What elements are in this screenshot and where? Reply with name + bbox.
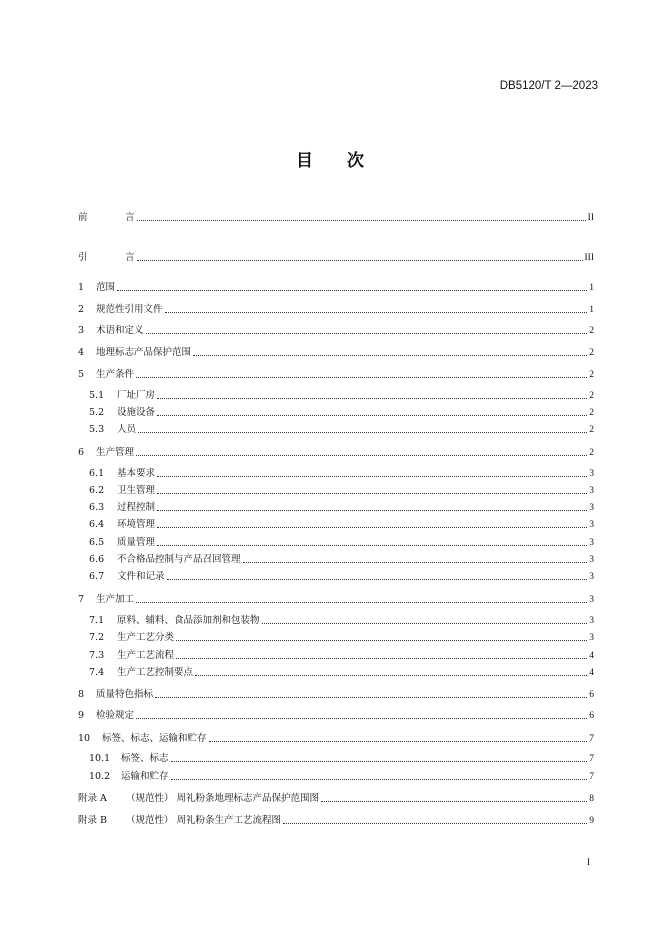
- toc-entry-number: 5.3: [89, 424, 105, 435]
- toc-entry[interactable]: [78, 813, 594, 827]
- toc-entry-number: 7.4: [89, 667, 105, 678]
- toc-leader-dots: [137, 259, 583, 261]
- toc-entry-number: 6.5: [89, 537, 105, 548]
- toc-leader-dots: [195, 674, 587, 676]
- toc-entry-page: 3: [589, 595, 594, 605]
- toc-entry-page: 6: [589, 690, 594, 700]
- toc-entry[interactable]: [89, 569, 594, 583]
- toc-leader-dots: [136, 454, 587, 456]
- toc-leader-dots: [157, 544, 587, 546]
- toc-leader-dots: [167, 578, 588, 580]
- toc-leader-dots: [171, 760, 588, 762]
- toc-entry-label: 基本要求: [117, 468, 156, 479]
- toc-entry-page: 7: [589, 734, 594, 744]
- toc-entry-number: 8: [78, 689, 85, 700]
- toc-entry[interactable]: [78, 445, 594, 459]
- toc-entry-page: 2: [589, 391, 594, 401]
- toc-entry-label: （规范性） 周礼粉条生产工艺流程图: [126, 815, 282, 826]
- toc-entry-page: 4: [589, 651, 594, 661]
- toc-entry-label: 原料、辅料、食品添加剂和包装物: [117, 615, 260, 626]
- toc-leader-dots: [157, 475, 587, 477]
- toc-entry[interactable]: [78, 302, 594, 316]
- toc-entry-label: 文件和记录: [117, 571, 165, 582]
- toc-entry-number: 10.1: [89, 753, 111, 764]
- toc-leader-dots: [137, 219, 586, 221]
- toc-entry[interactable]: [78, 280, 594, 294]
- toc-entry[interactable]: [78, 592, 594, 606]
- document-code: DB5120/T 2—2023: [499, 80, 598, 92]
- toc-entry-number: 1: [78, 282, 85, 293]
- toc-entry-label: 标签、标志、运输和贮存: [102, 733, 207, 744]
- toc-entry-label: 生产工艺流程: [117, 650, 175, 661]
- toc-entry-page: 2: [589, 348, 594, 358]
- toc-entry-label: 质量管理: [117, 537, 156, 548]
- toc-entry-page: 8: [589, 794, 594, 804]
- toc-entry-page: 2: [589, 448, 594, 458]
- toc-entry-label: 质量特色指标: [96, 689, 154, 700]
- toc-entry[interactable]: [89, 769, 594, 783]
- toc-entry-page: 9: [589, 816, 594, 826]
- toc-entry-label: 规范性引用文件: [96, 304, 163, 315]
- toc-entry[interactable]: [89, 630, 594, 644]
- toc-leader-dots: [157, 509, 587, 511]
- toc-entry[interactable]: [89, 613, 594, 627]
- toc-leader-dots: [262, 622, 588, 624]
- toc-entry-label: （规范性） 周礼粉条地理标志产品保护范围图: [126, 793, 320, 804]
- toc-entry-label: 范围: [96, 282, 116, 293]
- toc-entry-page: II: [587, 213, 594, 223]
- toc-leader-dots: [136, 717, 587, 719]
- toc-entry-label: 设施设备: [117, 407, 156, 418]
- toc-entry-page: 4: [589, 668, 594, 678]
- toc-entry-label: 运输和贮存: [121, 771, 169, 782]
- toc-entry[interactable]: [89, 483, 594, 497]
- toc-entry[interactable]: [78, 687, 594, 701]
- toc-entry-number: 5.1: [89, 390, 105, 401]
- toc-leader-dots: [176, 639, 587, 641]
- toc-entry-label: 环境管理: [117, 519, 156, 530]
- toc-entry[interactable]: [89, 388, 594, 402]
- toc-leader-dots: [136, 376, 587, 378]
- toc-entry[interactable]: [89, 517, 594, 531]
- page-title: [0, 146, 662, 171]
- toc-entry-label: 言: [125, 252, 135, 263]
- toc-entry-number: 前: [78, 212, 88, 223]
- toc-leader-dots: [155, 696, 587, 698]
- toc-leader-dots: [283, 822, 587, 824]
- toc-leader-dots: [165, 311, 588, 313]
- toc-entry-number: 6.3: [89, 502, 105, 513]
- toc-entry-label: 检验规定: [96, 710, 135, 721]
- toc-entry-label: 卫生管理: [117, 485, 156, 496]
- toc-entry-page: 7: [589, 754, 594, 764]
- toc-entry-page: 3: [589, 616, 594, 626]
- toc-entry-page: 3: [589, 486, 594, 496]
- toc-entry-number: 5.2: [89, 407, 105, 418]
- toc-entry-number: 4: [78, 347, 85, 358]
- toc-leader-dots: [171, 778, 588, 780]
- toc-entry[interactable]: [89, 500, 594, 514]
- toc-leader-dots: [157, 414, 587, 416]
- toc-leader-dots: [138, 431, 587, 433]
- toc-leader-dots: [243, 561, 588, 563]
- toc-entry-label: 厂址厂房: [117, 390, 156, 401]
- toc-entry-page: 1: [589, 283, 594, 293]
- toc-entry[interactable]: [89, 665, 594, 679]
- toc-entry-page: 3: [589, 572, 594, 582]
- toc-entry[interactable]: [89, 535, 594, 549]
- toc-entry-number: 7: [78, 594, 85, 605]
- toc-entry-number: 7.2: [89, 632, 105, 643]
- toc-entry[interactable]: [89, 552, 594, 566]
- toc-entry[interactable]: [78, 708, 594, 722]
- toc-entry-number: 附录 A: [78, 793, 107, 804]
- toc-entry-number: 10: [78, 733, 91, 744]
- toc-entry-number: 6.1: [89, 468, 105, 479]
- toc-entry-label: 生产加工: [96, 594, 135, 605]
- toc-entry-number: 6.6: [89, 554, 105, 565]
- toc-entry-number: 6.2: [89, 485, 105, 496]
- toc-entry[interactable]: [89, 422, 594, 436]
- toc-entry-number: 附录 B: [78, 815, 108, 826]
- toc-entry-label: 生产条件: [96, 369, 135, 380]
- toc-entry-label: 生产工艺控制要点: [117, 667, 194, 678]
- toc-entry-number: 6: [78, 447, 85, 458]
- toc-leader-dots: [146, 332, 588, 334]
- toc-entry-page: 3: [589, 469, 594, 479]
- toc-entry-label: 地理标志产品保护范围: [96, 347, 192, 358]
- toc-entry-label: 生产管理: [96, 447, 135, 458]
- toc-leader-dots: [157, 397, 587, 399]
- toc-entry[interactable]: [78, 345, 594, 359]
- toc-entry[interactable]: [78, 367, 594, 381]
- toc-entry-page: 3: [589, 503, 594, 513]
- toc-entry-number: 5: [78, 369, 85, 380]
- toc-entry-page: 1: [589, 305, 594, 315]
- toc-leader-dots: [321, 800, 587, 802]
- page-number: I: [586, 858, 590, 868]
- toc-entry-label: 生产工艺分类: [117, 632, 175, 643]
- toc-entry-page: 3: [589, 633, 594, 643]
- toc-entry-label: 过程控制: [117, 502, 156, 513]
- toc-leader-dots: [157, 492, 587, 494]
- toc-entry-page: 3: [589, 555, 594, 565]
- toc-entry-number: 2: [78, 304, 85, 315]
- toc-leader-dots: [209, 740, 588, 742]
- toc-entry-page: 7: [589, 772, 594, 782]
- toc-entry[interactable]: [78, 731, 594, 745]
- toc-entry[interactable]: [78, 210, 594, 224]
- toc-entry[interactable]: [89, 466, 594, 480]
- toc-entry-number: 引: [78, 252, 88, 263]
- toc-entry-label: 人员: [117, 424, 137, 435]
- toc-entry-page: III: [584, 253, 594, 263]
- toc-leader-dots: [193, 354, 587, 356]
- toc-entry-number: 9: [78, 710, 85, 721]
- toc-leader-dots: [117, 289, 587, 291]
- toc-entry[interactable]: [89, 751, 594, 765]
- toc-entry[interactable]: [89, 405, 594, 419]
- toc-entry-number: 3: [78, 325, 85, 336]
- toc-entry-number: 7.3: [89, 650, 105, 661]
- toc-entry-page: 2: [589, 408, 594, 418]
- toc-leader-dots: [176, 657, 587, 659]
- title-char-1: 目: [296, 151, 315, 171]
- toc-entry-label: 不合格品控制与产品召回管理: [117, 554, 241, 565]
- toc-entry-number: 7.1: [89, 615, 105, 626]
- toc-leader-dots: [157, 526, 587, 528]
- toc-entry-page: 2: [589, 326, 594, 336]
- toc-leader-dots: [136, 601, 587, 603]
- toc-entry-page: 2: [589, 370, 594, 380]
- toc-entry[interactable]: [78, 250, 594, 264]
- toc-entry-label: 标签、标志: [121, 753, 169, 764]
- toc-entry-number: 6.4: [89, 519, 105, 530]
- toc-entry-page: 3: [589, 520, 594, 530]
- title-char-2: 次: [347, 151, 366, 171]
- toc-entry[interactable]: [78, 791, 594, 805]
- toc-entry-label: 言: [125, 212, 135, 223]
- toc-entry[interactable]: [89, 648, 594, 662]
- toc-entry-page: 6: [589, 711, 594, 721]
- toc-entry-number: 10.2: [89, 771, 111, 782]
- toc-entry-page: 2: [589, 425, 594, 435]
- toc-entry-page: 3: [589, 538, 594, 548]
- toc-entry-label: 术语和定义: [96, 325, 144, 336]
- toc-entry-number: 6.7: [89, 571, 105, 582]
- toc-entry[interactable]: [78, 323, 594, 337]
